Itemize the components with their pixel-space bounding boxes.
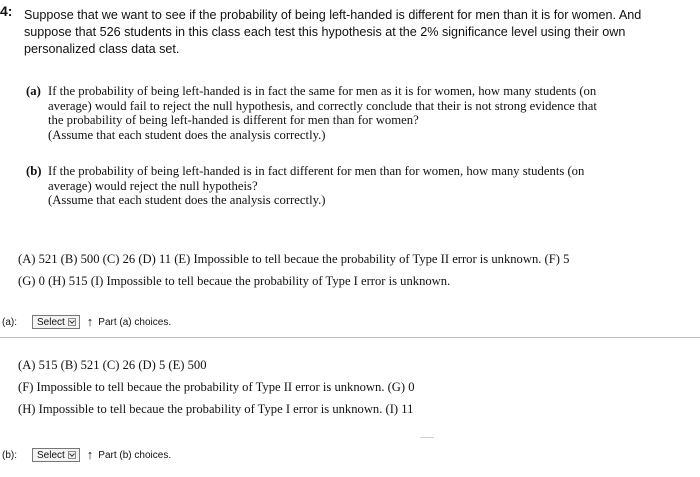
part-b-hint: Part (b) choices. xyxy=(98,449,172,461)
choice-line: (A) 515 (B) 521 (C) 26 (D) 5 (E) 500 xyxy=(18,358,207,372)
choice-line: (A) 521 (B) 500 (C) 26 (D) 11 (E) Impossible to tell becaue the probability of Type II error is unknown. (F) 5 xyxy=(18,252,570,266)
part-a-line: the probability of being left-handed is different for men than for women? xyxy=(48,113,419,127)
arrow-up-icon: ↑ xyxy=(86,447,94,462)
part-b-choices xyxy=(18,354,415,420)
divider xyxy=(0,337,700,338)
part-b-line: average) would reject the null hypotheis? xyxy=(48,178,258,193)
part-a-text xyxy=(48,84,694,142)
choice-line: (H) Impossible to tell becaue the probability of Type I error is unknown. (I) 11 xyxy=(18,402,414,416)
choice-line: (G) 0 (H) 515 (I) Impossible to tell becaue the probability of Type I error is unknown. xyxy=(18,274,451,288)
chevron-down-icon xyxy=(68,451,76,459)
question-intro xyxy=(24,7,696,58)
intro-line: suppose that 526 students in this class each test this hypothesis at the 2% significance level using their own xyxy=(24,25,626,39)
part-a-answer-label: (a): xyxy=(2,316,17,328)
divider-mark xyxy=(420,437,434,438)
part-a-label: (a) xyxy=(26,84,41,98)
part-a-line: If the probability of being left-handed is in fact the same for men as it is for women, how many students (on xyxy=(48,84,597,98)
intro-line: personalized class data set. xyxy=(24,42,180,56)
part-b-answer-row xyxy=(2,448,171,462)
part-a-select[interactable] xyxy=(32,315,80,329)
part-a-line: (Assume that each student does the analysis correctly.) xyxy=(48,127,326,142)
chevron-down-icon xyxy=(68,318,76,326)
part-a-answer-row xyxy=(2,315,171,329)
question-number: 4: xyxy=(0,3,13,19)
choice-line: (F) Impossible to tell becaue the probability of Type II error is unknown. (G) 0 xyxy=(18,380,415,394)
arrow-up-icon: ↑ xyxy=(86,314,94,329)
part-b-answer-label: (b): xyxy=(2,449,17,461)
part-b-line: (Assume that each student does the analysis correctly.) xyxy=(48,193,326,207)
intro-line: Suppose that we want to see if the probability of being left-handed is different for men than it is for women. And xyxy=(24,8,642,22)
part-b-line: If the probability of being left-handed is in fact different for men than for women, how many students (on xyxy=(48,164,585,178)
part-a-choices xyxy=(18,248,569,292)
part-b-label: (b) xyxy=(26,164,42,178)
part-a-question xyxy=(26,84,698,146)
part-b-select[interactable] xyxy=(32,448,80,462)
part-a-line: average) would fail to reject the null hypothesis, and correctly conclude that their is not strong evidence that xyxy=(48,98,597,113)
part-b-select-value: Select xyxy=(37,449,65,461)
part-a-hint: Part (a) choices. xyxy=(98,316,172,328)
part-b-question xyxy=(26,164,698,210)
part-b-text xyxy=(48,164,694,208)
part-a-select-value: Select xyxy=(37,316,65,328)
